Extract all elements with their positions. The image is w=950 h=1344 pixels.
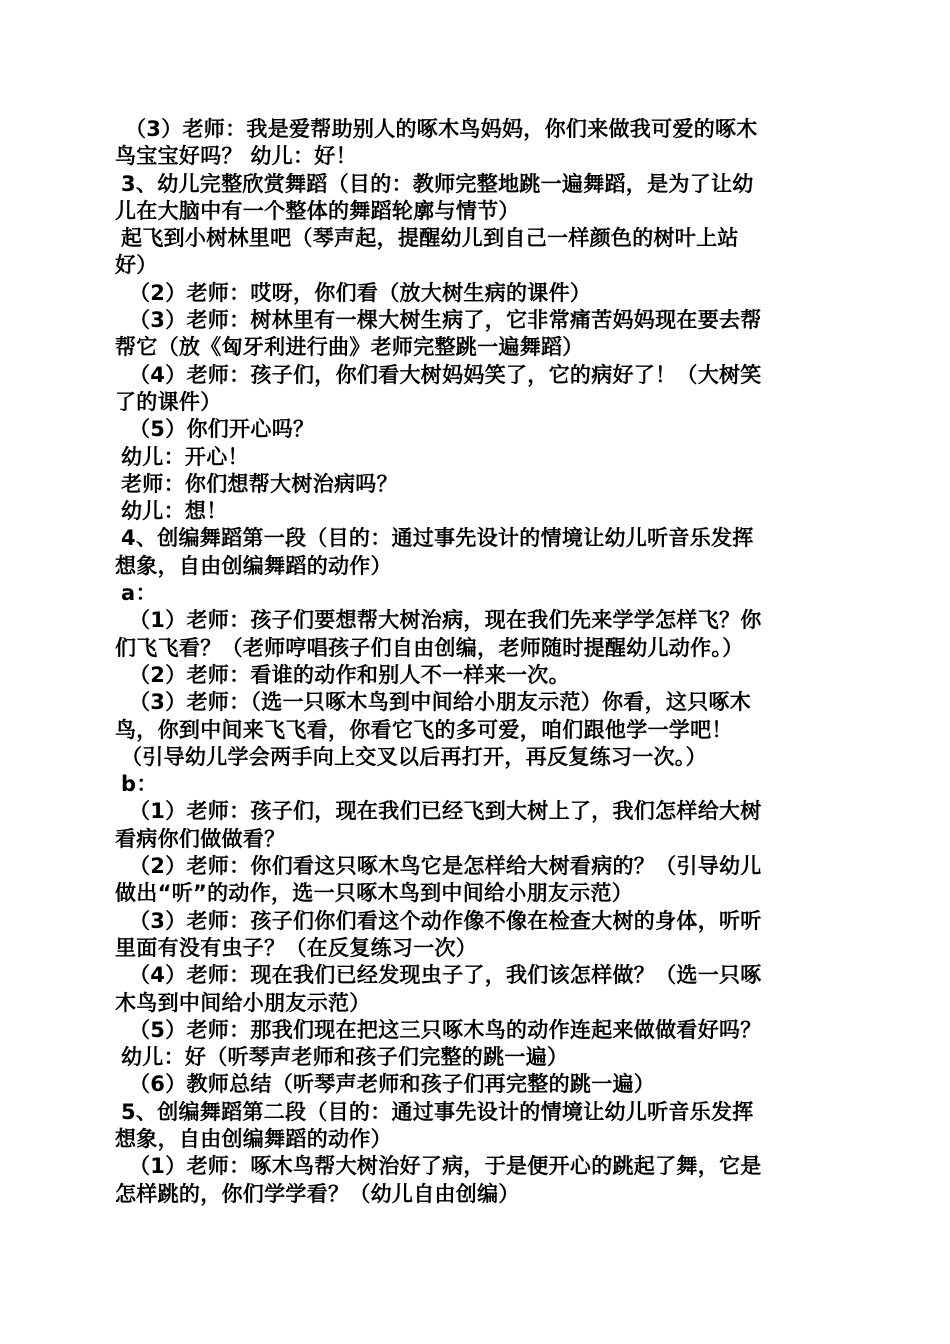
text-line: 想象，自由创编舞蹈的动作） — [115, 1126, 392, 1151]
text-line: （5）老师：那我们现在把这三只啄木鸟的动作连起来做做看好吗？ — [129, 1017, 762, 1042]
text-line: 4、创编舞蹈第一段（目的：通过事先设计的情境让幼儿听音乐发挥 — [121, 526, 754, 551]
text-line: （4）老师：孩子们，你们看大树妈妈笑了，它的病好了！（大树笑 — [129, 362, 762, 387]
text-line: 里面有没有虫子？（在反复练习一次） — [115, 935, 478, 960]
text-line: （引导幼儿学会两手向上交叉以后再打开，再反复练习一次。） — [121, 744, 707, 769]
text-line: （2）老师：你们看这只啄木鸟它是怎样给大树看病的？（引导幼儿 — [129, 854, 762, 879]
text-line: 想象，自由创编舞蹈的动作） — [115, 553, 392, 578]
text-line: 木鸟到中间给小朋友示范） — [115, 990, 371, 1015]
text-line: 幼儿：想！ — [121, 499, 228, 524]
text-line: （3）老师：树林里有一棵大树生病了，它非常痛苦妈妈现在要去帮 — [129, 308, 762, 333]
text-line: 幼儿：开心！ — [121, 444, 249, 469]
text-line: 老师：你们想帮大树治病吗？ — [121, 471, 398, 496]
text-line: （1）老师：啄木鸟帮大树治好了病，于是便开心的跳起了舞，它是 — [129, 1154, 762, 1179]
text-line: （1）老师：孩子们，现在我们已经飞到大树上了，我们怎样给大树 — [129, 799, 762, 824]
text-line: （3）老师：（选一只啄木鸟到中间给小朋友示范）你看，这只啄木 — [129, 690, 752, 715]
text-line: 5、创编舞蹈第二段（目的：通过事先设计的情境让幼儿听音乐发挥 — [121, 1099, 754, 1124]
text-line: 3、幼儿完整欣赏舞蹈（目的：教师完整地跳一遍舞蹈，是为了让幼 — [121, 171, 754, 196]
text-line: （2）老师：看谁的动作和别人不一样来一次。 — [129, 662, 570, 687]
text-line: 起飞到小树林里吧（琴声起，提醒幼儿到自己一样颜色的树叶上站 — [121, 226, 739, 251]
text-line: 幼儿：好（听琴声老师和孩子们完整的跳一遍） — [121, 1045, 569, 1070]
text-line: （4）老师：现在我们已经发现虫子了，我们该怎样做？（选一只啄 — [129, 963, 762, 988]
text-line: （6）教师总结（听琴声老师和孩子们再完整的跳一遍） — [129, 1072, 656, 1097]
text-line: 儿在大脑中有一个整体的舞蹈轮廓与情节） — [115, 198, 520, 223]
text-line: （3）老师：我是爱帮助别人的啄木鸟妈妈，你们来做我可爱的啄木 — [125, 117, 758, 141]
text-line: （3）老师：孩子们你们看这个动作像不像在检查大树的身体，听听 — [129, 908, 762, 933]
text-line: 怎样跳的，你们学学看？（幼儿自由创编） — [115, 1181, 520, 1206]
text-line: （5）你们开心吗？ — [129, 417, 315, 442]
text-line: 帮它（放《匈牙利进行曲》老师完整跳一遍舞蹈） — [115, 335, 584, 360]
text-line: a： — [121, 581, 157, 606]
text-line: b： — [121, 772, 158, 797]
text-line: 好） — [115, 253, 158, 278]
text-line: 做出“听”的动作，选一只啄木鸟到中间给小朋友示范） — [115, 881, 634, 906]
text-line: 看病你们做做看？ — [115, 826, 286, 851]
document-body — [115, 116, 835, 1208]
text-line: 鸟，你到中间来飞飞看，你看它飞的多可爱，咱们跟他学一学吧！ — [115, 717, 733, 742]
text-line: 了的课件） — [115, 389, 222, 414]
text-line: （1）老师：孩子们要想帮大树治病，现在我们先来学学怎样飞？你 — [129, 608, 762, 633]
text-line: 们飞飞看？（老师哼唱孩子们自由创编，老师随时提醒幼儿动作。） — [115, 635, 744, 660]
text-line: 鸟宝宝好吗？ 幼儿：好！ — [115, 144, 357, 169]
text-line: （2）老师：哎呀，你们看（放大树生病的课件） — [129, 280, 592, 305]
